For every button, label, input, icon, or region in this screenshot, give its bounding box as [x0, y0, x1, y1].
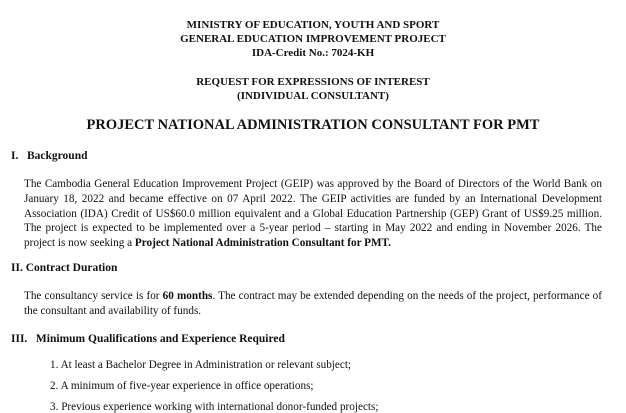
- background-bold-text: Project National Administration Consultant for PMT.: [134, 237, 391, 250]
- header-project: GENERAL EDUCATION IMPROVEMENT PROJECT: [180, 33, 446, 45]
- background-paragraph: [24, 177, 602, 251]
- section-heading-background: I. Background: [11, 150, 88, 162]
- background-text: The Cambodia General Education Improvement Project (GEIP) was approved by the Board of Directors of the World Bank on January 18, 2022 and became effective on 07 April 2022. The GEIP activities are funded by an International Development Association (IDA) Credit of US$60.0 million equivalent and a Global Education Partnership (GEP) Grant of US$9.25 million. The project is expected to be implemented over a 5-year period – starting in May 2022 and ending in November 2026. The project is now seeking a: [24, 178, 602, 250]
- contract-paragraph: [24, 289, 602, 319]
- section-heading-qualifications: III. Minimum Qualifications and Experience Required: [11, 333, 285, 345]
- header-credit: IDA-Credit No.: 7024-KH: [251, 47, 375, 59]
- section-heading-contract: II. Contract Duration: [11, 262, 118, 274]
- header-ministry: MINISTRY OF EDUCATION, YOUTH AND SPORT: [186, 19, 440, 31]
- contract-text-before: The consultancy service is for: [24, 290, 163, 302]
- document-title: PROJECT NATIONAL ADMINISTRATION CONSULTANT FOR PMT: [86, 117, 540, 133]
- header-consultant-type: (INDIVIDUAL CONSULTANT): [237, 90, 389, 102]
- contract-duration-bold: 60 months: [162, 290, 213, 302]
- qualification-item: 3. Previous experience working with international donor-funded projects;: [50, 401, 379, 413]
- qualification-item: 2. A minimum of five-year experience in office operations;: [50, 380, 314, 392]
- contract-text-after: . The contract may be extended depending on the needs of the project, performance of the consultant and availability of funds.: [24, 290, 602, 317]
- qualification-item: 1. At least a Bachelor Degree in Administration or relevant subject;: [50, 359, 352, 371]
- header-request: REQUEST FOR EXPRESSIONS OF INTEREST: [196, 76, 430, 88]
